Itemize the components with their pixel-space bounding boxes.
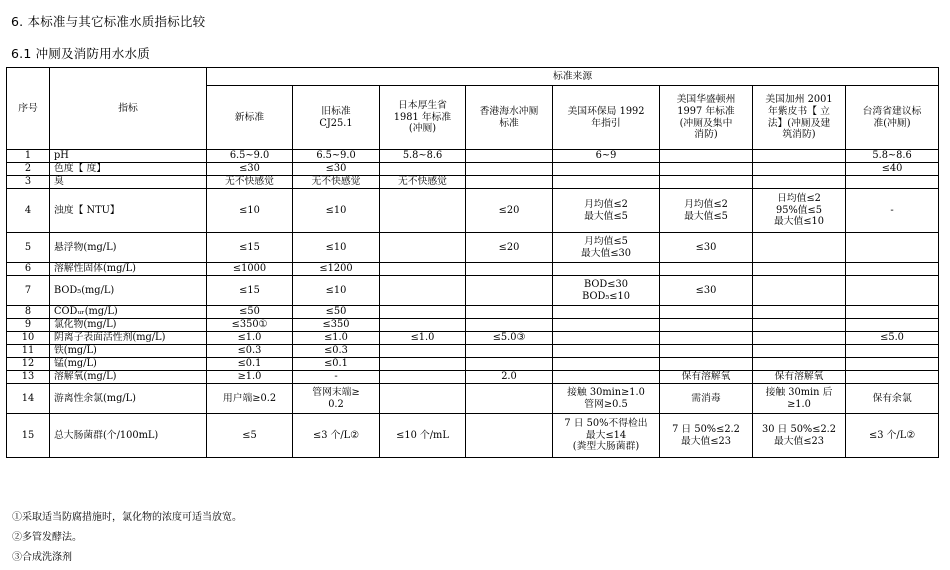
table-cell	[753, 345, 846, 358]
cell-line: ≤30	[695, 284, 717, 296]
table-cell	[380, 414, 466, 458]
table-cell	[553, 276, 660, 306]
cell-line: 最大值≤30	[580, 247, 632, 259]
header-source-line: 标准	[499, 117, 519, 129]
cell-line: (粪型大肠菌群)	[572, 441, 640, 453]
table-cell	[553, 414, 660, 458]
header-source-line: 年紫皮书【 立	[768, 105, 830, 117]
table-cell	[553, 150, 660, 163]
table-cell	[660, 319, 753, 332]
table-cell	[207, 345, 293, 358]
cell-line: 5.8~8.6	[402, 150, 443, 162]
row-indicator: pH	[50, 150, 207, 163]
cell-line: ≤10 个/mL	[396, 429, 449, 441]
row-indicator: 游离性余氯(mg/L)	[50, 384, 207, 414]
table-cell	[753, 371, 846, 384]
header-source-line: 准(冲厕)	[873, 117, 911, 129]
table-cell	[293, 345, 380, 358]
table-cell	[466, 189, 553, 233]
table-cell	[660, 358, 753, 371]
table-cell	[553, 345, 660, 358]
table-cell	[466, 276, 553, 306]
header-source-6	[660, 86, 753, 150]
table-cell	[207, 358, 293, 371]
table-cell	[846, 414, 939, 458]
table-cell	[293, 163, 380, 176]
cell-line: 管网≥0.5	[584, 398, 628, 410]
cell-line: 日均值≤2	[777, 193, 821, 205]
table-row	[7, 233, 939, 263]
cell-line: 无不快感觉	[398, 176, 447, 188]
table-cell	[753, 332, 846, 345]
table-body	[7, 150, 939, 458]
table-cell	[293, 371, 380, 384]
header-indicator: 指标	[50, 68, 207, 150]
table-cell	[380, 345, 466, 358]
table-cell	[660, 163, 753, 176]
table-cell	[207, 233, 293, 263]
table-row	[7, 345, 939, 358]
table-cell	[753, 358, 846, 371]
table-cell	[380, 150, 466, 163]
table-cell	[553, 176, 660, 189]
cell-line: ≤20	[498, 204, 520, 216]
table-cell	[553, 306, 660, 319]
table-cell	[753, 263, 846, 276]
cell-line: ≤350	[322, 319, 350, 331]
header-source-line: 年指引	[591, 117, 621, 129]
table-cell	[293, 358, 380, 371]
table-cell	[380, 332, 466, 345]
table-cell	[846, 306, 939, 319]
table-cell	[293, 306, 380, 319]
cell-line: ≤0.1	[324, 358, 348, 370]
cell-line: 需消毒	[691, 392, 721, 404]
table-cell	[207, 332, 293, 345]
table-cell	[846, 319, 939, 332]
table-cell	[380, 233, 466, 263]
table-row	[7, 150, 939, 163]
cell-line: 最大值≤10	[773, 216, 825, 228]
cell-line: ≥1.0	[787, 398, 811, 410]
table-cell	[660, 263, 753, 276]
table-cell	[660, 176, 753, 189]
row-number: 7	[7, 276, 50, 306]
table-cell	[660, 384, 753, 414]
cell-line: 接触 30min 后	[765, 386, 833, 398]
cell-line: 管网末端≥	[312, 386, 360, 398]
cell-line: ≤1.0	[237, 332, 262, 344]
table-cell	[380, 163, 466, 176]
table-cell	[293, 189, 380, 233]
row-number: 2	[7, 163, 50, 176]
cell-line: ≤1200	[319, 263, 353, 275]
table-cell	[380, 263, 466, 276]
cell-line: 保有溶解氧	[681, 371, 731, 383]
table-cell	[380, 319, 466, 332]
row-indicator: 浊度【 NTU】	[50, 189, 207, 233]
cell-line: 6~9	[595, 150, 617, 162]
cell-line: ≤10	[325, 204, 347, 216]
cell-line: 最大值≤5	[684, 210, 728, 222]
table-cell	[553, 189, 660, 233]
header-source-line: 美国加州 2001	[765, 94, 833, 106]
cell-line: ≥1.0	[237, 371, 262, 383]
row-number: 15	[7, 414, 50, 458]
cell-line: ≤1000	[232, 263, 267, 275]
row-number: 4	[7, 189, 50, 233]
header-source-line: (冲厕)	[408, 123, 437, 135]
cell-line: ≤3 个/L②	[869, 429, 915, 441]
table-cell	[380, 176, 466, 189]
cell-line: ≤20	[498, 241, 520, 253]
table-cell	[466, 371, 553, 384]
table-cell	[293, 176, 380, 189]
cell-line: ≤10	[325, 284, 347, 296]
table-row	[7, 163, 939, 176]
table-cell	[846, 384, 939, 414]
table-cell	[207, 371, 293, 384]
table-cell	[207, 384, 293, 414]
table-cell	[293, 414, 380, 458]
header-source-2	[293, 86, 380, 150]
table-cell	[466, 319, 553, 332]
row-number: 5	[7, 233, 50, 263]
table-row	[7, 358, 939, 371]
table-cell	[380, 371, 466, 384]
table-cell	[846, 345, 939, 358]
table-cell	[466, 306, 553, 319]
cell-line: 最大值≤5	[584, 210, 628, 222]
table-cell	[380, 384, 466, 414]
table-cell	[207, 189, 293, 233]
cell-line: 无不快感觉	[311, 176, 361, 188]
table-cell	[207, 276, 293, 306]
table-cell	[660, 371, 753, 384]
header-source-line: CJ25.1	[319, 117, 353, 129]
table-cell	[466, 358, 553, 371]
header-source-line: 新标准	[234, 111, 265, 123]
table-cell	[466, 176, 553, 189]
header-source-line: 日本厚生省	[398, 100, 447, 112]
table-cell	[207, 163, 293, 176]
header-source-8	[846, 86, 939, 150]
cell-line: ≤350①	[231, 319, 268, 331]
header-source-line: (冲厕及集中	[679, 117, 733, 129]
cell-line: 6.5~9.0	[316, 150, 356, 162]
table-row	[7, 332, 939, 345]
cell-line: 6.5~9.0	[229, 150, 270, 162]
footnote-2: ②多管发酵法。	[12, 532, 82, 543]
row-indicator: 氯化物(mg/L)	[50, 319, 207, 332]
cell-line: ≤3 个/L②	[313, 429, 359, 441]
row-number: 12	[7, 358, 50, 371]
table-cell	[293, 276, 380, 306]
cell-line: ≤0.1	[237, 358, 262, 370]
header-source-4	[466, 86, 553, 150]
header-source-line: 美国华盛顿州	[676, 94, 736, 106]
table-cell	[553, 384, 660, 414]
row-number: 9	[7, 319, 50, 332]
table-cell	[553, 358, 660, 371]
table-cell	[466, 384, 553, 414]
cell-line: 月均值≤2	[684, 198, 728, 210]
table-cell	[846, 189, 939, 233]
row-number: 8	[7, 306, 50, 319]
table-row	[7, 414, 939, 458]
table-cell	[753, 384, 846, 414]
table-row	[7, 371, 939, 384]
cell-line: ≤5	[242, 429, 257, 441]
cell-line: ≤30	[325, 163, 347, 175]
cell-line: ≤1.0	[324, 332, 348, 344]
row-indicator: 总大肠菌群(个/100mL)	[50, 414, 207, 458]
row-indicator: 悬浮物(mg/L)	[50, 233, 207, 263]
table-cell	[753, 306, 846, 319]
cell-line: 用户端≥0.2	[222, 392, 277, 404]
header-source-line: 1981 年标准	[393, 111, 452, 123]
table-cell	[466, 332, 553, 345]
header-source-line: 香港海水冲厕	[479, 105, 539, 117]
table-cell	[553, 319, 660, 332]
cell-line: ≤5.0③	[492, 332, 526, 344]
header-source-line: 美国环保局 1992	[567, 105, 645, 117]
table-cell	[293, 263, 380, 276]
cell-line: ≤40	[881, 163, 903, 175]
table-cell	[846, 332, 939, 345]
table-cell	[753, 276, 846, 306]
row-number: 13	[7, 371, 50, 384]
table-cell	[753, 233, 846, 263]
cell-line: 月均值≤5	[584, 235, 628, 247]
cell-line: ≤0.3	[324, 345, 348, 357]
table-cell	[753, 189, 846, 233]
cell-line: -	[334, 371, 338, 383]
table-row	[7, 384, 939, 414]
cell-line: 月均值≤2	[584, 198, 628, 210]
footnote-1: ①采取适当防腐措施时，氯化物的浓度可适当放宽。	[12, 512, 242, 523]
row-number: 10	[7, 332, 50, 345]
table-row	[7, 319, 939, 332]
cell-line: 保有溶解氧	[774, 371, 824, 383]
cell-line: BOD≤30	[584, 278, 628, 290]
table-cell	[846, 163, 939, 176]
header-source-1	[207, 86, 293, 150]
table-cell	[753, 163, 846, 176]
cell-line: ≤30	[239, 163, 260, 175]
cell-line: 最大值≤23	[680, 435, 732, 447]
cell-line: ≤1.0	[410, 332, 435, 344]
cell-line: ≤50	[239, 306, 260, 318]
table-cell	[553, 371, 660, 384]
table-cell	[207, 306, 293, 319]
cell-line: 最大≤14	[585, 429, 627, 441]
table-cell	[466, 345, 553, 358]
header-source-7	[753, 86, 846, 150]
header-source-line: 1997 年标准	[677, 105, 735, 117]
cell-line: ≤10	[325, 241, 347, 253]
table-row	[7, 276, 939, 306]
table-cell	[660, 306, 753, 319]
header-seq: 序号	[7, 68, 50, 150]
table-cell	[293, 332, 380, 345]
table-cell	[660, 345, 753, 358]
table-cell	[207, 263, 293, 276]
table-cell	[846, 150, 939, 163]
header-source-line: 法】(冲厕及建	[767, 117, 831, 129]
cell-line: 7 日 50%不得检出	[564, 418, 648, 430]
cell-line: ≤10	[239, 204, 260, 216]
table-cell	[846, 371, 939, 384]
row-indicator: 铁(mg/L)	[50, 345, 207, 358]
table-cell	[846, 263, 939, 276]
cell-line: BOD₅≤10	[582, 290, 630, 302]
cell-line: 2.0	[501, 371, 517, 383]
table-cell	[846, 358, 939, 371]
row-indicator: 溶解性固体(mg/L)	[50, 263, 207, 276]
header-source-line: 旧标准	[321, 105, 351, 117]
table-cell	[293, 319, 380, 332]
row-indicator: CODᵤᵣ(mg/L)	[50, 306, 207, 319]
cell-line: 保有余氯	[872, 392, 912, 404]
table-cell	[293, 384, 380, 414]
table-cell	[846, 176, 939, 189]
water-quality-comparison-table	[6, 67, 939, 458]
table-cell	[846, 276, 939, 306]
table-cell	[660, 233, 753, 263]
table-cell	[846, 233, 939, 263]
table-cell	[753, 414, 846, 458]
row-indicator: 臭	[50, 176, 207, 189]
cell-line: ≤50	[325, 306, 347, 318]
footnote-3: ③合成洗涤剂	[12, 552, 72, 563]
section-title: 6. 本标准与其它标准水质指标比较	[11, 14, 206, 29]
cell-line: ≤0.3	[237, 345, 262, 357]
table-cell	[553, 163, 660, 176]
row-indicator: 溶解氧(mg/L)	[50, 371, 207, 384]
header-source-5	[553, 86, 660, 150]
cell-line: ≤5.0	[880, 332, 904, 344]
cell-line: 7 日 50%≤2.2	[672, 423, 740, 435]
header-source-line: 消防)	[694, 129, 718, 141]
table-cell	[380, 306, 466, 319]
cell-line: ≤15	[239, 241, 260, 253]
table-row	[7, 189, 939, 233]
table-cell	[553, 263, 660, 276]
table-cell	[660, 332, 753, 345]
table-cell	[553, 233, 660, 263]
cell-line: ≤30	[695, 241, 717, 253]
cell-line: 最大值≤23	[773, 435, 825, 447]
header-source-3	[380, 86, 466, 150]
table-cell	[553, 332, 660, 345]
table-row	[7, 176, 939, 189]
cell-line: 无不快感觉	[225, 176, 274, 188]
cell-line: 接触 30min≥1.0	[567, 386, 645, 398]
table-cell	[293, 150, 380, 163]
table-cell	[207, 150, 293, 163]
row-indicator: 色度【 度】	[50, 163, 207, 176]
table-cell	[466, 233, 553, 263]
cell-line: 95%值≤5	[775, 204, 822, 216]
table-cell	[293, 233, 380, 263]
row-number: 1	[7, 150, 50, 163]
table-cell	[753, 150, 846, 163]
table-cell	[380, 358, 466, 371]
row-indicator: 锰(mg/L)	[50, 358, 207, 371]
cell-line: 0.2	[328, 398, 344, 410]
row-indicator: 阴离子表面活性剂(mg/L)	[50, 332, 207, 345]
table-row	[7, 263, 939, 276]
header-source-line: 筑消防)	[782, 129, 816, 141]
table-cell	[466, 414, 553, 458]
header-source-line: 台湾省建议标	[862, 105, 922, 117]
table-cell	[753, 176, 846, 189]
row-number: 6	[7, 263, 50, 276]
table-cell	[660, 150, 753, 163]
subsection-title: 6.1 冲厕及消防用水水质	[11, 46, 150, 61]
header-standard-source: 标准来源	[207, 68, 939, 86]
table-row	[7, 306, 939, 319]
cell-line: -	[890, 204, 894, 216]
table-cell	[380, 276, 466, 306]
cell-line: 5.8~8.6	[872, 150, 912, 162]
row-number: 3	[7, 176, 50, 189]
table-cell	[207, 414, 293, 458]
table-cell	[660, 276, 753, 306]
row-number: 14	[7, 384, 50, 414]
table-cell	[466, 163, 553, 176]
table-cell	[753, 319, 846, 332]
table-cell	[207, 319, 293, 332]
row-indicator: BOD₅(mg/L)	[50, 276, 207, 306]
table-cell	[660, 189, 753, 233]
cell-line: ≤15	[239, 284, 260, 296]
table-cell	[380, 189, 466, 233]
table-cell	[207, 176, 293, 189]
table-cell	[660, 414, 753, 458]
table-cell	[466, 150, 553, 163]
cell-line: 30 日 50%≤2.2	[761, 423, 837, 435]
row-number: 11	[7, 345, 50, 358]
table-cell	[466, 263, 553, 276]
